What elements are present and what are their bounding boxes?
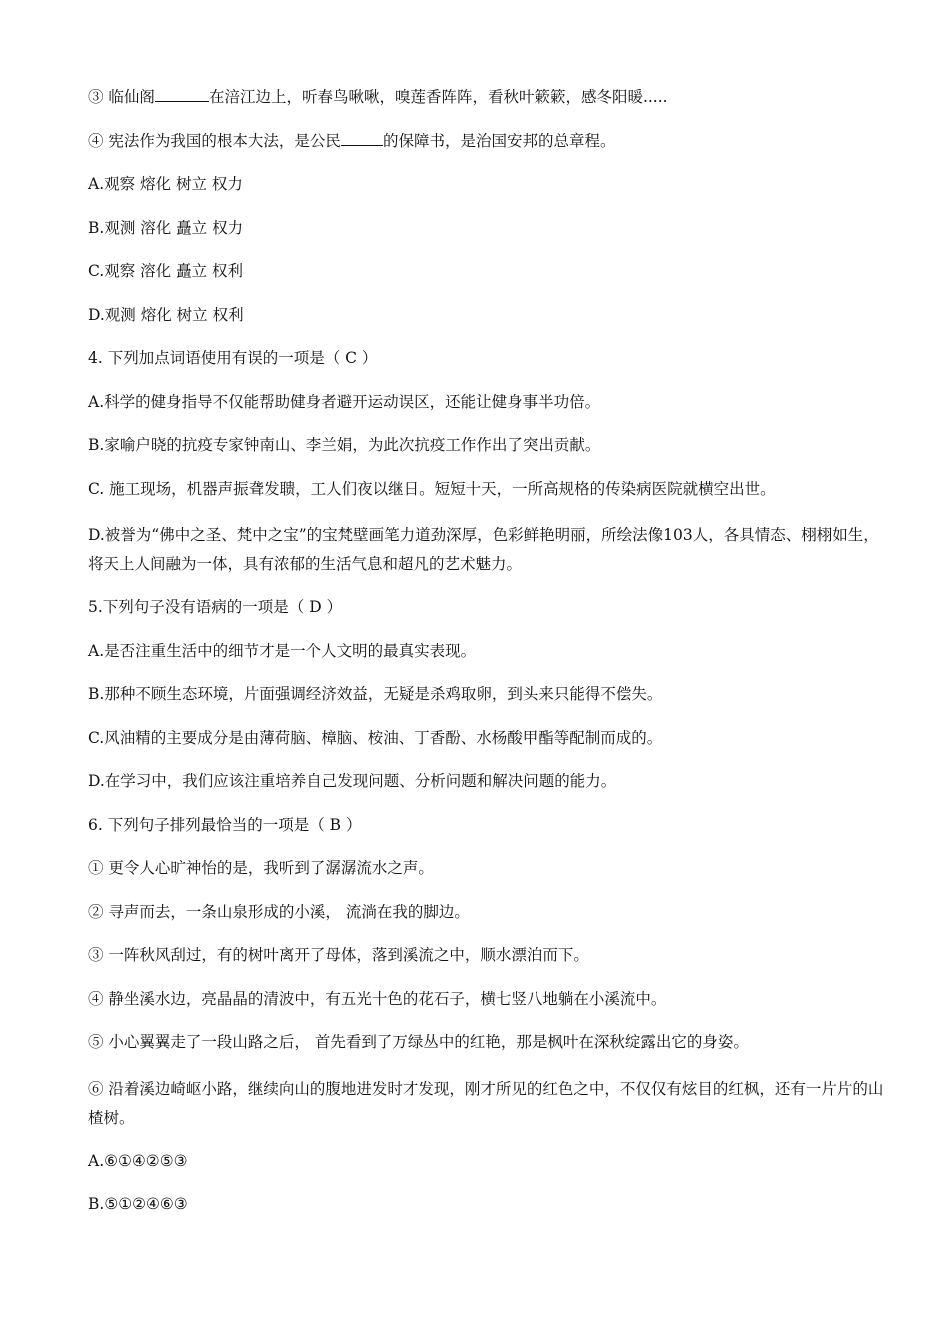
question-6-sentence-5: ⑤ 小心翼翼走了一段山路之后， 首先看到了万绿丛中的红艳，那是枫叶在深秋绽露出它的身姿。 [88,1033,749,1051]
question-4-option-b: B.家喻户晓的抗疫专家钟南山、李兰娟，为此次抗疫工作作出了突出贡献。 [88,436,601,454]
question-6-sentence-1: ① 更令人心旷神怡的是，我听到了潺潺流水之声。 [88,859,434,877]
document-page [88,86,888,1237]
question-4-option-c: C. 施工现场，机器声振聋发聩，工人们夜以继日。短短十天，一所高规格的传染病医院就横空出世。 [88,479,776,498]
item-text: ④ 宪法作为我国的根本大法，是公民 [88,131,341,150]
question-6-sentence-3: ③ 一阵秋风刮过，有的树叶离开了母体，落到溪流之中，顺水漂泊而下。 [88,946,589,964]
fill-blank [155,86,209,102]
question-3-option-b: B.观测 溶化 矗立 权力 [88,218,244,237]
question-6-sentence-2: ② 寻声而去，一条山泉形成的小溪， 流淌在我的脚边。 [88,902,470,921]
question-5-option-d: D.在学习中，我们应该注重培养自己发现问题、分析问题和解决问题的能力。 [88,772,617,790]
question-5-option-a: A.是否注重生活中的细节才是一个人文明的最真实表现。 [88,641,477,660]
question-4-option-a: A.科学的健身指导不仅能帮助健身者避开运动误区，还能让健身事半功倍。 [88,392,601,411]
question-4-stem: 4. 下列加点词语使用有误的一项是（ C ） [88,349,378,367]
question-3-option-d: D.观测 熔化 树立 权利 [88,305,244,324]
question-5-stem: 5.下列句子没有语病的一项是（ D ） [88,598,343,616]
question-4-option-d: D.被誉为“佛中之圣、梵中之宝”的宝梵壁画笔力道劲深厚，色彩鲜艳明丽，所绘法像103人，各具情态、栩栩如生，将天上人间融为一体，具有浓郁的生活气息和超凡的艺术魅力。 [88,526,879,573]
question-6-sentence-4: ④ 静坐溪水边，亮晶晶的清波中，有五光十色的花石子，横七竖八地躺在小溪流中。 [88,989,667,1008]
question-3-item-3 [88,86,888,108]
fill-blank [341,130,383,146]
question-3-item-4 [88,130,888,152]
item-text: ③ 临仙阁 [88,88,155,106]
question-6-option-a: A.⑥①④②⑤③ [88,1151,188,1170]
item-text: 在涪江边上，听春鸟啾啾，嗅莲香阵阵，看秋叶簌簌，感冬阳暖..... [208,88,668,106]
question-3-option-c: C.观察 溶化 矗立 权利 [88,262,244,280]
question-5-option-b: B.那种不顾生态环境，片面强调经济效益，无疑是杀鸡取卵，到头来只能得不偿失。 [88,685,663,703]
question-6-option-b: B.⑤①②④⑥③ [88,1195,188,1213]
question-5-option-c: C.风油精的主要成分是由薄荷脑、樟脑、桉油、丁香酚、水杨酸甲酯等配制而成的。 [88,728,663,747]
question-6-sentence-6: ⑥ 沿着溪边崎岖小路，继续向山的腹地进发时才发现，刚才所见的红色之中，不仅仅有炫目的红枫，还有一片片的山楂树。 [88,1079,884,1127]
item-text: 的保障书，是治国安邦的总章程。 [382,131,616,150]
question-3-option-a: A.观察 熔化 树立 权力 [88,175,243,193]
question-6-stem: 6. 下列句子排列最恰当的一项是（ B ） [88,815,362,834]
